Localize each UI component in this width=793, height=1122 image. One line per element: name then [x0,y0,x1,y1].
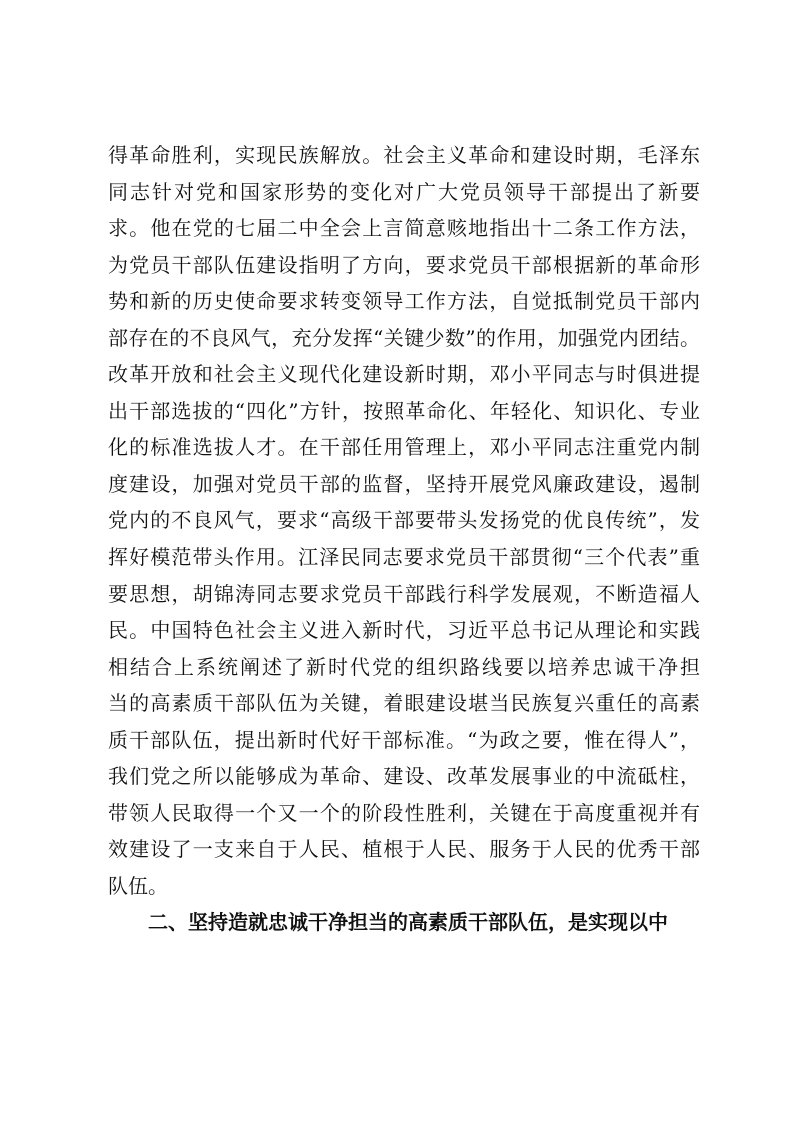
text-line: 化的标准选拔人才。在干部任用管理上，邓小平同志注重党内制 [108,435,700,460]
text-line: 出干部选拔的“四化”方针，按照革命化、年轻化、知识化、专业 [108,398,700,423]
text-line: 质干部队伍，提出新时代好干部标准。“为政之要，惟在得人”， [108,727,700,752]
text-line: 我们党之所以能够成为革命、建设、改革发展事业的中流砥柱， [108,764,700,789]
text-line: 度建设，加强对党员干部的监督，坚持开展党风廉政建设，遏制 [108,471,700,496]
text-line: 要思想，胡锦涛同志要求党员干部践行科学发展观，不断造福人 [108,581,700,606]
text-line: 当的高素质干部队伍为关键，着眼建设堪当民族复兴重任的高素 [108,691,700,716]
text-line: 同志针对党和国家形势的变化对广大党员领导干部提出了新要 [108,179,700,204]
text-line: 党内的不良风气，要求“高级干部要带头发扬党的优良传统”，发 [108,508,700,533]
body-text [108,137,700,941]
text-line: 相结合上系统阐述了新时代党的组织路线要以培养忠诚干净担 [108,654,700,679]
text-line: 得革命胜利，实现民族解放。社会主义革命和建设时期，毛泽东 [108,143,700,167]
text-line: 带领人民取得一个又一个的阶段性胜利，关键在于高度重视并有 [108,800,700,825]
text-line: 部存在的不良风气，充分发挥“关键少数”的作用，加强党内团结。 [108,325,700,350]
text-line: 为党员干部队伍建设指明了方向，要求党员干部根据新的革命形 [108,252,700,277]
text-line: 效建设了一支来自于人民、植根于人民、服务于人民的优秀干部 [108,837,700,862]
text-line: 求。他在党的七届二中全会上言简意赅地指出十二条工作方法， [108,216,700,241]
text-line: 队伍。 [108,873,168,898]
text-line: 民。中国特色社会主义进入新时代，习近平总书记从理论和实践 [108,618,700,643]
section-heading: 二、坚持造就忠诚干净担当的高素质干部队伍，是实现以中 [148,910,668,935]
text-line: 改革开放和社会主义现代化建设新时期，邓小平同志与时俱进提 [108,362,700,387]
text-line: 挥好模范带头作用。江泽民同志要求党员干部贯彻“三个代表”重 [108,545,700,570]
text-line: 势和新的历史使命要求转变领导工作方法，自觉抵制党员干部内 [108,289,700,314]
